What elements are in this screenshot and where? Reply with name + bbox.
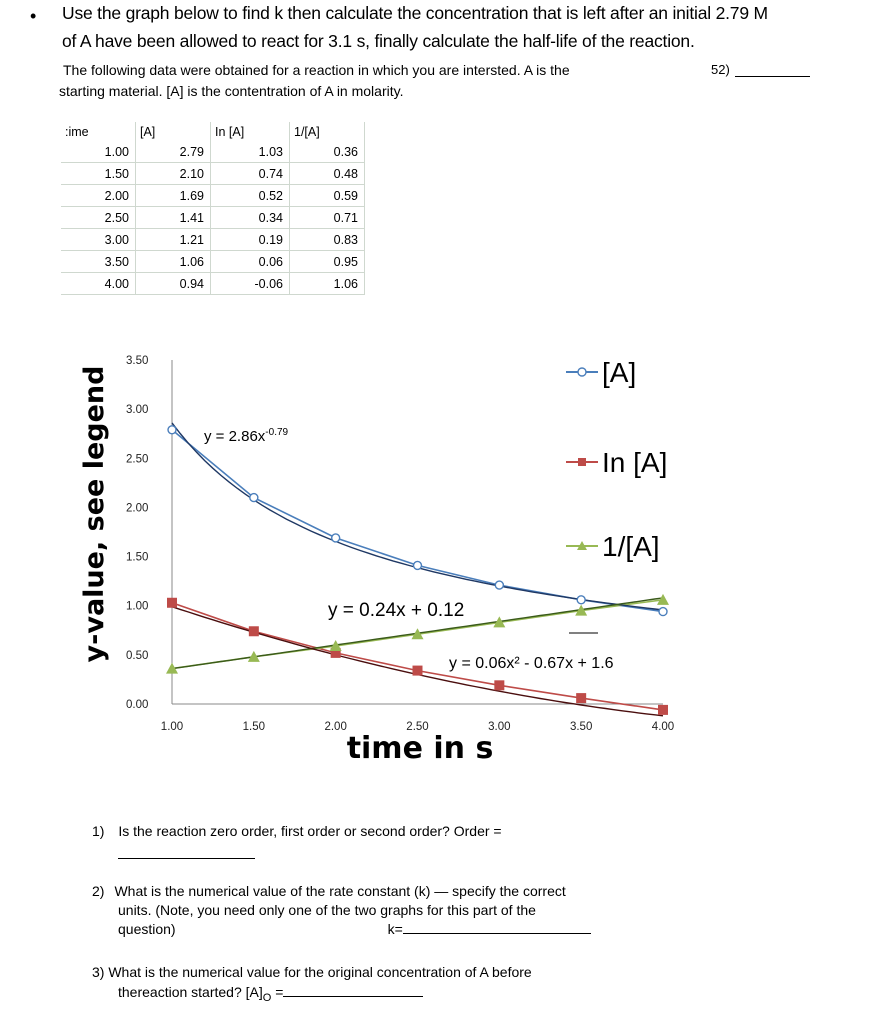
q3-answer-blank[interactable]	[283, 996, 423, 997]
header-conc: [A]	[136, 122, 211, 141]
header-inv-conc: 1/[A]	[290, 122, 365, 141]
q3-sub: O	[262, 991, 272, 1004]
question-1	[92, 823, 502, 839]
data-point-conc	[332, 534, 340, 542]
question-2	[92, 882, 591, 939]
data-point-conc	[495, 581, 503, 589]
equation-linear: y = 0.24x + 0.12	[328, 600, 465, 621]
table-cell: 3.50	[61, 251, 136, 273]
table-cell: 0.71	[290, 207, 365, 229]
legend-label-inv-conc: 1/[A]	[602, 531, 660, 562]
table-cell: 0.19	[211, 229, 290, 251]
problem-line-1: The following data were obtained for a reaction in which you are intersted. A is the	[63, 62, 570, 78]
data-point-conc	[168, 426, 176, 434]
instruction-line-2: of A have been allowed to react for 3.1 s, finally calculate the half-life of the reaction.	[62, 31, 695, 51]
x-tick-label: 3.00	[488, 721, 511, 733]
table-cell: -0.06	[211, 273, 290, 295]
table-cell: 0.74	[211, 163, 290, 185]
q1-answer-blank[interactable]	[118, 858, 255, 859]
data-point-conc	[577, 596, 585, 604]
q2-answer-blank[interactable]	[403, 933, 591, 934]
data-point-ln-conc	[167, 598, 177, 608]
table-cell: 0.59	[290, 185, 365, 207]
table-cell: 1.06	[290, 273, 365, 295]
x-tick-label: 4.00	[651, 721, 675, 733]
y-tick-label: 0.00	[126, 699, 149, 711]
data-point-ln-conc	[658, 705, 668, 715]
table-cell: 3.00	[61, 229, 136, 251]
data-point-ln-conc	[494, 680, 504, 690]
bullet: •	[30, 6, 37, 26]
table-cell: 2.10	[136, 163, 211, 185]
table-cell: 0.36	[290, 141, 365, 163]
table-cell: 4.00	[61, 273, 136, 295]
equation-poly: y = 0.06x² - 0.67x + 1.6	[449, 655, 614, 672]
table-cell: 2.50	[61, 207, 136, 229]
data-point-conc	[414, 561, 422, 569]
y-tick-label: 1.50	[126, 551, 149, 564]
problem-line-2: starting material. [A] is the contentration of A in molarity.	[59, 83, 404, 99]
q1-text: Is the reaction zero order, first order or second order? Order =	[118, 823, 502, 839]
data-point-ln-conc	[413, 666, 423, 676]
table-cell: 1.69	[136, 185, 211, 207]
data-point-inv-conc	[657, 594, 669, 605]
data-point-conc	[250, 494, 258, 502]
x-tick-label: 2.50	[406, 721, 429, 733]
table-cell: 0.52	[211, 185, 290, 207]
problem-number: 52)	[711, 62, 730, 77]
table-cell: 1.41	[136, 207, 211, 229]
q2-label: 2)	[92, 883, 105, 899]
legend-label-conc: [A]	[602, 357, 637, 388]
q3-line-2: thereaction started? [A]	[118, 984, 263, 1000]
table-cell: 1.50	[61, 163, 136, 185]
q2-line-1: What is the numerical value of the rate constant (k) — specify the correct	[114, 883, 566, 899]
data-point-ln-conc	[249, 626, 259, 636]
q2-line-3: question)	[118, 921, 176, 937]
table-cell: 1.03	[211, 141, 290, 163]
legend-label-ln-conc: In [A]	[602, 447, 668, 478]
table-cell: 2.00	[61, 185, 136, 207]
y-tick-label: 3.00	[126, 404, 149, 417]
table-cell: 0.94	[136, 273, 211, 295]
x-tick-label: 3.50	[569, 721, 593, 733]
q2-line-2: units. (Note, you need only one of the two graphs for this part of the	[118, 902, 536, 918]
instruction-line-1: Use the graph below to find k then calculate the concentration that is left after an initial 2.79 M	[62, 3, 768, 23]
trendline-power	[172, 423, 663, 610]
header-time: :ime	[61, 122, 136, 141]
table-cell: 1.00	[61, 141, 136, 163]
table-cell: 0.95	[290, 251, 365, 273]
x-tick-label: 1.00	[160, 721, 184, 733]
q1-label: 1)	[92, 823, 105, 839]
q3-line-1: 3) What is the numerical value for the original concentration of A before	[92, 964, 532, 980]
equation-power: $y = 2.86x^{-0.79}$	[204, 427, 289, 445]
y-tick-label: 2.00	[126, 502, 149, 515]
y-tick-label: 1.00	[126, 600, 149, 613]
table-cell: 0.06	[211, 251, 290, 273]
legend-marker-conc	[578, 368, 586, 376]
series-line-conc	[172, 430, 663, 612]
table-cell: 1.06	[136, 251, 211, 273]
x-tick-label: 1.50	[242, 721, 266, 733]
question-3	[92, 962, 532, 1008]
table-cell: 2.79	[136, 141, 211, 163]
table-cell: 0.48	[290, 163, 365, 185]
table-cell: 1.21	[136, 229, 211, 251]
y-tick-label: 0.50	[126, 649, 149, 662]
q3-eq: =	[271, 984, 284, 1000]
x-axis-title: time in s	[346, 731, 494, 766]
table-cell: 0.83	[290, 229, 365, 251]
table-cell: 0.34	[211, 207, 290, 229]
y-axis-title: y-value, see legend	[79, 365, 110, 663]
y-tick-label: 3.50	[126, 355, 149, 367]
header-ln-conc: In [A]	[211, 122, 290, 141]
x-tick-label: 2.00	[324, 721, 347, 733]
y-tick-label: 2.50	[126, 453, 149, 466]
legend-marker-ln-conc	[578, 458, 586, 466]
data-point-ln-conc	[576, 693, 586, 703]
data-point-conc	[659, 608, 667, 616]
q2-k-label: k=	[387, 921, 403, 937]
